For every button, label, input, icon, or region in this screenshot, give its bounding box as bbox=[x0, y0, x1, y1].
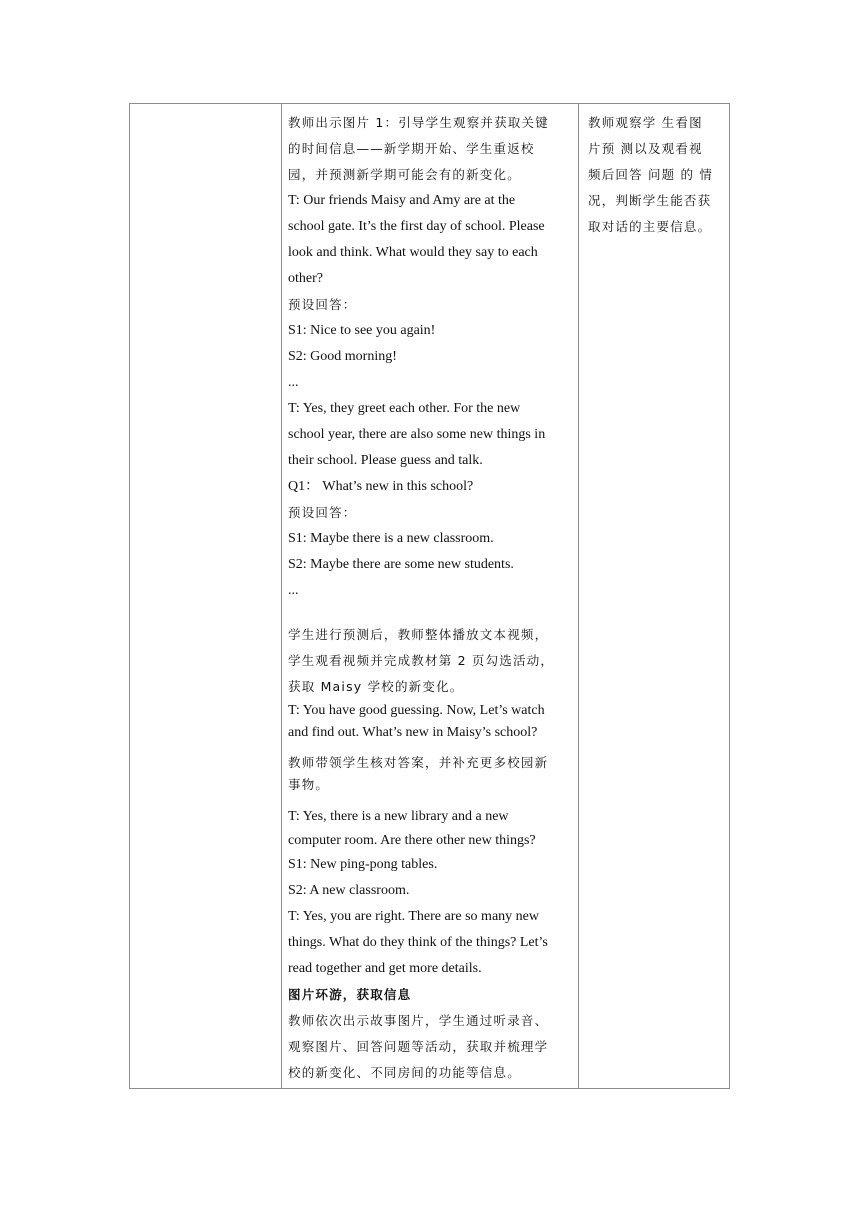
text-line: Q1： What’s new in this school? bbox=[288, 479, 474, 494]
text-line: look and think. What would they say to each bbox=[288, 245, 538, 260]
text-line: 频后回答 问题 的 情 bbox=[588, 167, 714, 182]
text-line: T: You have good guessing. Now, Let’s watch bbox=[288, 703, 545, 718]
text-line: read together and get more details. bbox=[288, 961, 482, 976]
text-line: 教师依次出示故事图片，学生通过听录音、 bbox=[288, 1013, 549, 1028]
text-line: 教师观察学 生看图 bbox=[588, 115, 703, 130]
text-line: 学生进行预测后，教师整体播放文本视频， bbox=[288, 627, 549, 642]
text-line: 教师带领学生核对答案，并补充更多校园新 bbox=[288, 755, 549, 770]
text-line: S1: Nice to see you again! bbox=[288, 323, 436, 338]
text-line: 预设回答： bbox=[288, 505, 357, 520]
text-line: 预设回答： bbox=[288, 297, 357, 312]
text-line: 观察图片、回答问题等活动，获取并梳理学 bbox=[288, 1039, 549, 1054]
text-line: S2: A new classroom. bbox=[288, 883, 410, 898]
text-line: and find out. What’s new in Maisy’s school? bbox=[288, 725, 538, 740]
text-line: S1: Maybe there is a new classroom. bbox=[288, 531, 494, 546]
section-heading: 图片环游，获取信息 bbox=[288, 987, 412, 1002]
text-line: other? bbox=[288, 271, 323, 286]
text-line: school year, there are also some new things in bbox=[288, 427, 546, 442]
column-divider bbox=[578, 104, 579, 1088]
text-line: school gate. It’s the first day of school. Please bbox=[288, 219, 545, 234]
text-line: 片预 测以及观看视 bbox=[588, 141, 703, 156]
text-line: 取对话的主要信息。 bbox=[588, 219, 712, 234]
text-line: S2: Good morning! bbox=[288, 349, 397, 364]
column-divider bbox=[281, 104, 282, 1088]
text-line: things. What do they think of the things? Let’s bbox=[288, 935, 548, 950]
text-line: 事物。 bbox=[288, 777, 330, 792]
text-line: T: Our friends Maisy and Amy are at the bbox=[288, 193, 516, 208]
assessment-cell bbox=[588, 110, 728, 240]
text-line: T: Yes, you are right. There are so many new bbox=[288, 909, 539, 924]
text-line: ... bbox=[288, 375, 299, 390]
text-line: 校的新变化、不同房间的功能等信息。 bbox=[288, 1065, 521, 1080]
text-line: 教师出示图片 1：引导学生观察并获取关键 bbox=[288, 115, 549, 130]
text-line: 获取 Maisy 学校的新变化。 bbox=[288, 679, 464, 694]
lesson-table bbox=[129, 103, 730, 1089]
text-line: their school. Please guess and talk. bbox=[288, 453, 483, 468]
text-line: 学生观看视频并完成教材第 2 页勾选活动， bbox=[288, 653, 555, 668]
text-line: 况，判断学生能否获 bbox=[588, 193, 712, 208]
text-line: computer room. Are there other new things? bbox=[288, 833, 536, 848]
text-line: T: Yes, there is a new library and a new bbox=[288, 809, 509, 824]
text-line: S2: Maybe there are some new students. bbox=[288, 557, 514, 572]
text-line: S1: New ping-pong tables. bbox=[288, 857, 438, 872]
text-line: T: Yes, they greet each other. For the new bbox=[288, 401, 521, 416]
text-line: 的时间信息——新学期开始、学生重返校 bbox=[288, 141, 535, 156]
text-line: 园，并预测新学期可能会有的新变化。 bbox=[288, 167, 521, 182]
text-line: ... bbox=[288, 583, 299, 598]
activity-cell bbox=[288, 110, 576, 1086]
